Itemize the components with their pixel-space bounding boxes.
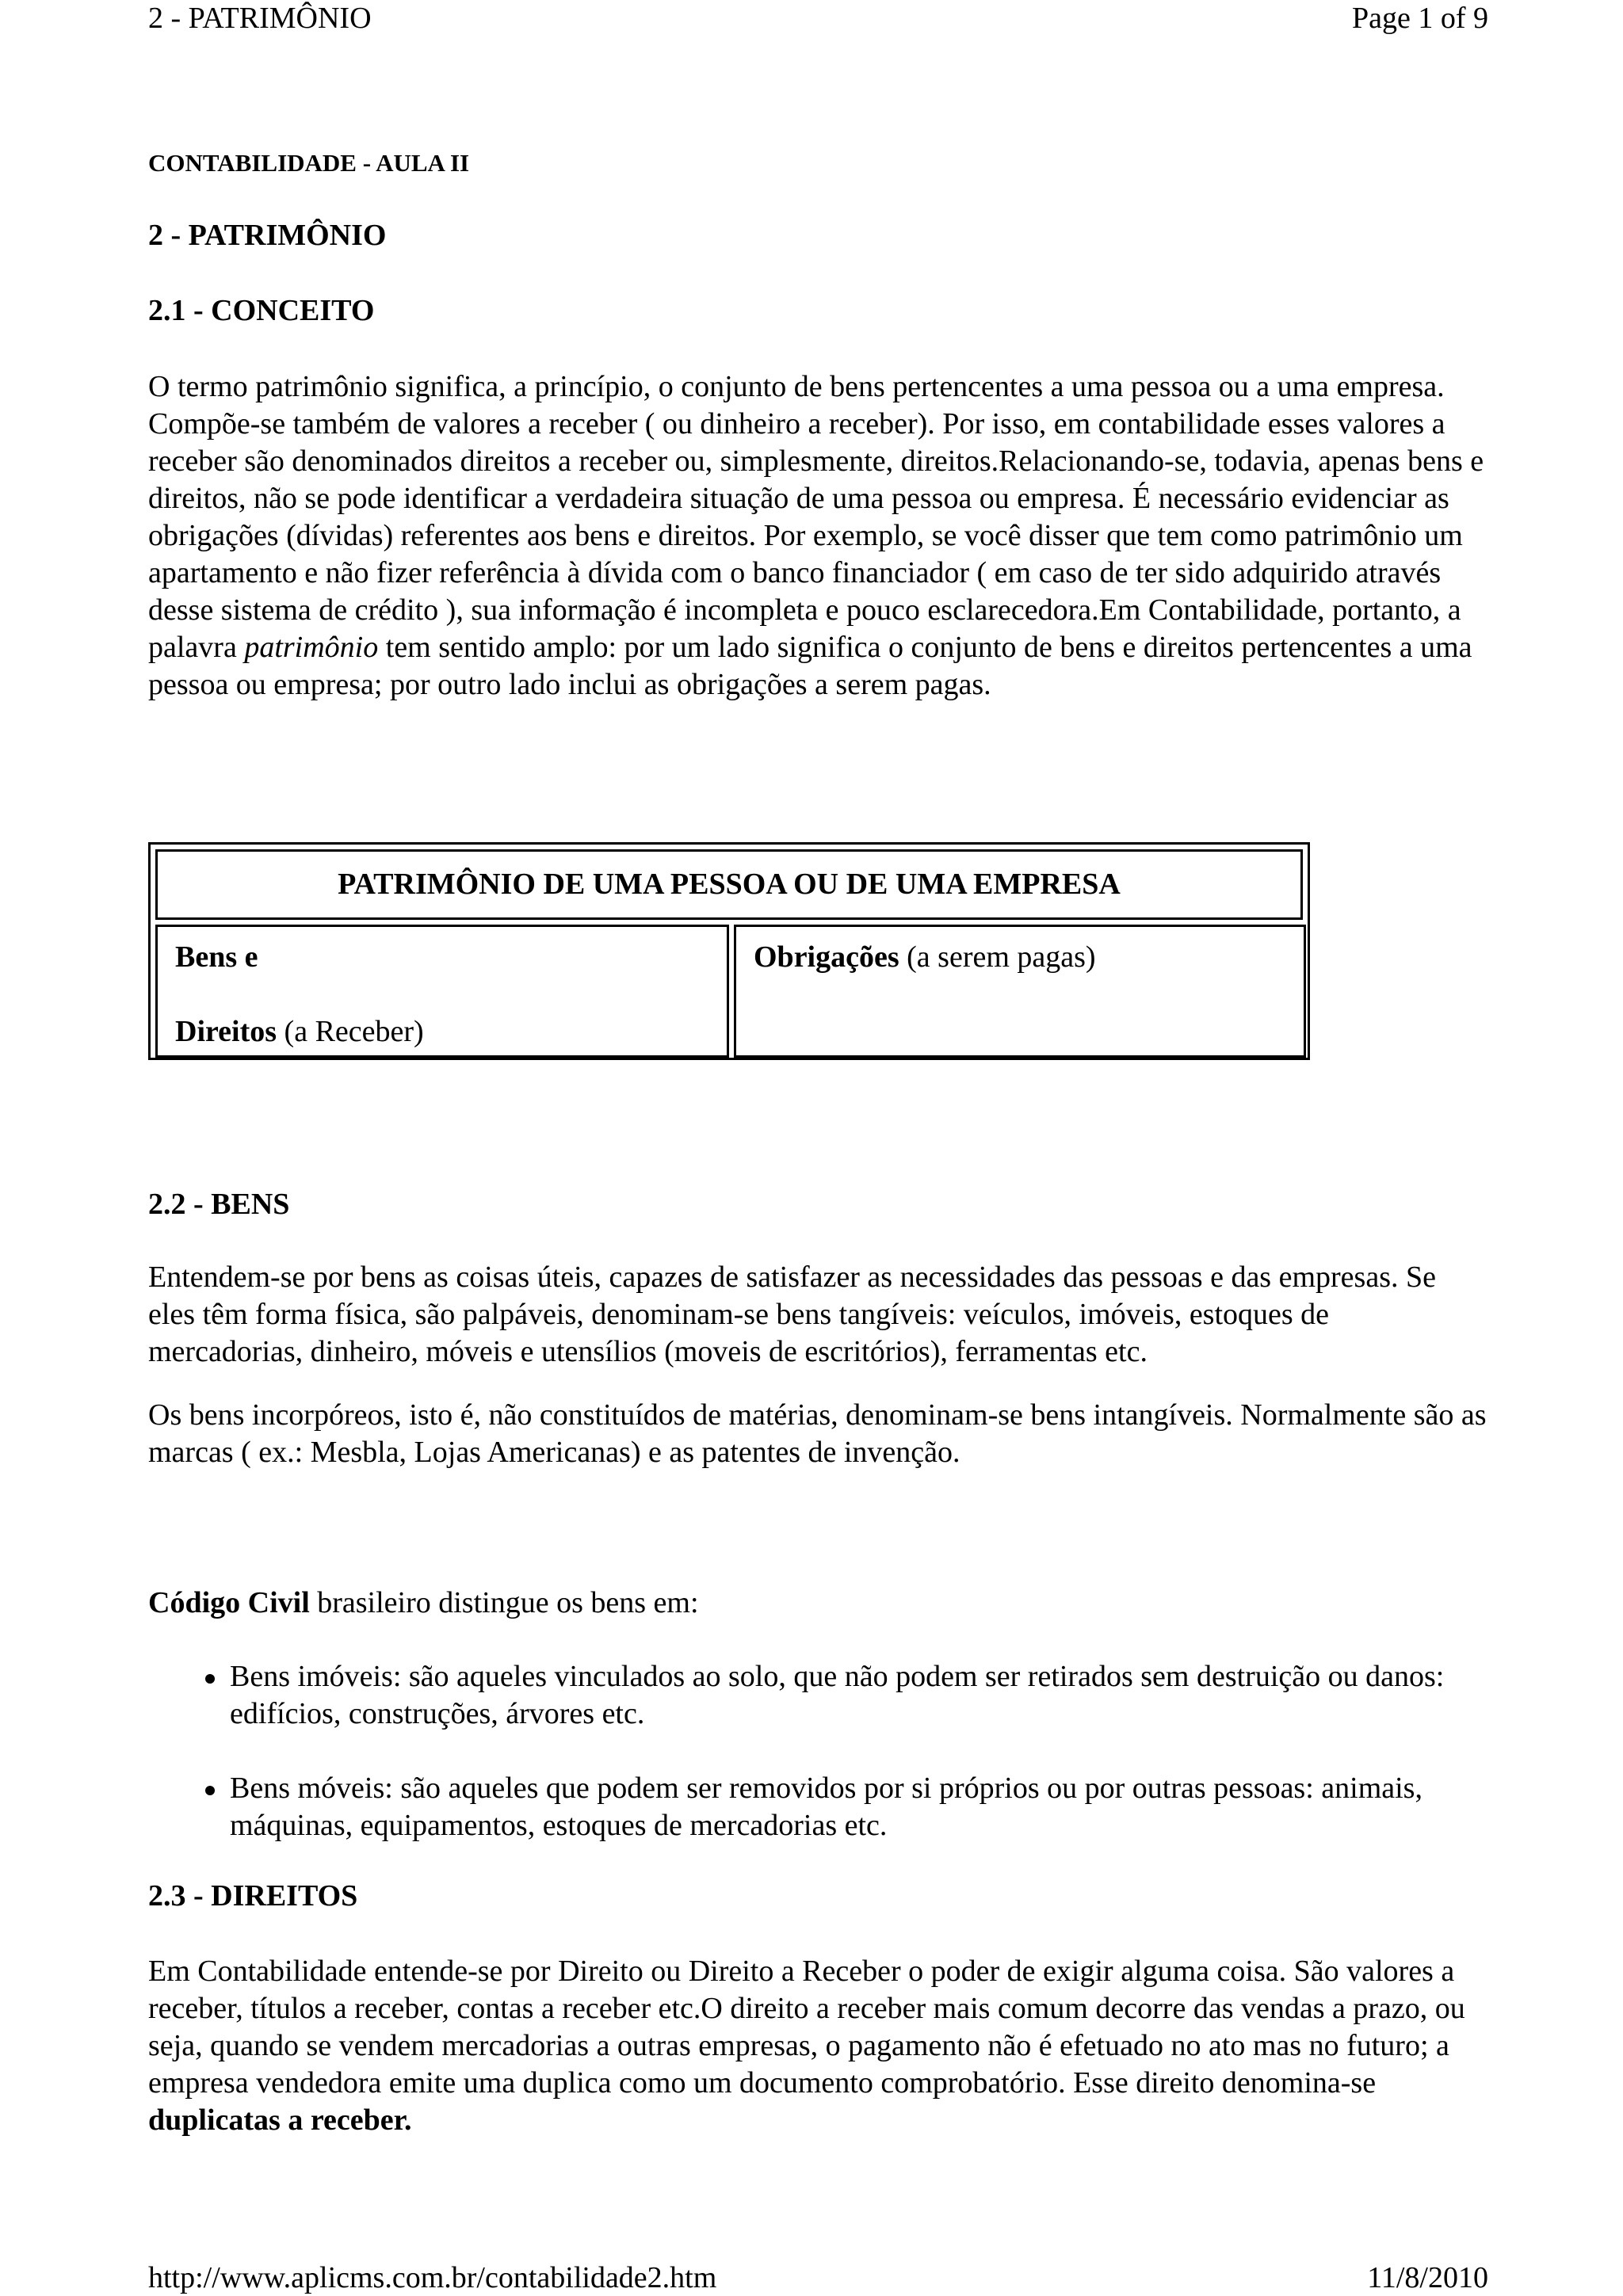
section-2-1-paragraph	[148, 368, 1487, 704]
concept-text-b: tem sentido amplo: por um lado significa o conjunto de bens e direitos pertencentes a uma pessoa ou empresa; por outro lado inclui as obrigações a serem pagas.	[148, 631, 1472, 701]
page-number: Page 1 of 9	[1351, 2, 1488, 35]
table-cell-bens-direitos	[155, 925, 729, 1058]
obrigacoes-label: Obrigações	[754, 940, 899, 974]
obrigacoes-note: (a serem pagas)	[899, 940, 1096, 974]
bullet-icon	[205, 1786, 215, 1795]
patrimonio-table	[148, 842, 1310, 1060]
bens-list	[148, 1658, 1487, 1844]
table-cell-obrigacoes	[734, 925, 1306, 1058]
section-2-3-paragraph	[148, 1953, 1487, 2139]
page-header-title: 2 - PATRIMÔNIO	[148, 2, 372, 35]
direitos-text: Em Contabilidade entende-se por Direito ou Direito a Receber o poder de exigir alguma coisa. São valores a receber, títulos a receber, contas a receber etc.O direito a receber mais comum decorre das vendas a prazo, ou seja, quando se vendem mercadorias a outras empresas, o pagamento não é efetuado no ato mas no futuro; a empresa vendedora emite uma duplica como um documento comprobatório. Esse direito denomina-se	[148, 1955, 1465, 2100]
bullet-icon	[205, 1674, 215, 1684]
course-title: CONTABILIDADE - AULA II	[148, 149, 470, 177]
section-2-3-title: 2.3 - DIREITOS	[148, 1879, 358, 1913]
concept-text-a: O termo patrimônio significa, a princípio, o conjunto de bens pertencentes a uma pessoa ou a uma empresa. Compõe-se também de valores a receber ( ou dinheiro a receber). Por isso, em contabilidade esses valores a receber são denominados direitos a receber ou, simplesmente, direitos.Relacionando-se, todavia, apenas bens e direitos, não se pode identificar a verdadeira situação de uma pessoa ou empresa. É necessário evidenciar as obrigações (dívidas) referentes aos bens e direitos. Por exemplo, se você disser que tem como patrimônio um apartamento e não fizer referência à dívida com o banco financiador ( em caso de ter sido adquirido através desse sistema de crédito ), sua informação é incompleta e pouco esclarecedora.Em Contabilidade, portanto, a palavra	[148, 370, 1484, 664]
codigo-civil-line	[148, 1585, 1487, 1622]
footer-url: http://www.aplicms.com.br/contabilidade2.htm	[148, 2261, 717, 2294]
codigo-civil-bold: Código Civil	[148, 1586, 310, 1619]
list-item	[148, 1770, 1487, 1844]
duplicatas-bold: duplicatas a receber.	[148, 2103, 412, 2137]
section-2-1-title: 2.1 - CONCEITO	[148, 294, 375, 327]
list-item	[148, 1658, 1487, 1733]
list-item-text: Bens imóveis: são aqueles vinculados ao solo, que não podem ser retirados sem destruição ou danos: edifícios, construções, árvores etc.	[230, 1660, 1445, 1730]
concept-italic-word: patrimônio	[244, 631, 379, 664]
list-item-text: Bens móveis: são aqueles que podem ser removidos por si próprios ou por outras pessoas: animais, máquinas, equipamentos, estoques de mercadorias etc.	[230, 1772, 1423, 1842]
direitos-note: (a Receber)	[277, 1015, 424, 1048]
direitos-label: Direitos	[175, 1015, 277, 1048]
section-title: 2 - PATRIMÔNIO	[148, 219, 387, 252]
section-2-2-paragraph-1: Entendem-se por bens as coisas úteis, capazes de satisfazer as necessidades das pessoas e das empresas. Se eles têm forma física, são palpáveis, denominam-se bens tangíveis: veículos, imóveis, estoques de mercadorias, dinheiro, móveis e utensílios (moveis de escritórios), ferramentas etc.	[148, 1261, 1436, 1368]
section-2-2-paragraph-2: Os bens incorpóreos, isto é, não constituídos de matérias, denominam-se bens intangíveis. Normalmente são as marcas ( ex.: Mesbla, Lojas Americanas) e as patentes de invenção.	[148, 1398, 1487, 1469]
section-2-2-title: 2.2 - BENS	[148, 1188, 290, 1221]
codigo-civil-rest: brasileiro distingue os bens em:	[309, 1586, 699, 1619]
bens-label: Bens e	[175, 940, 258, 974]
footer-date: 11/8/2010	[1367, 2261, 1488, 2294]
table-title: PATRIMÔNIO DE UMA PESSOA OU DE UMA EMPRESA	[155, 849, 1303, 920]
